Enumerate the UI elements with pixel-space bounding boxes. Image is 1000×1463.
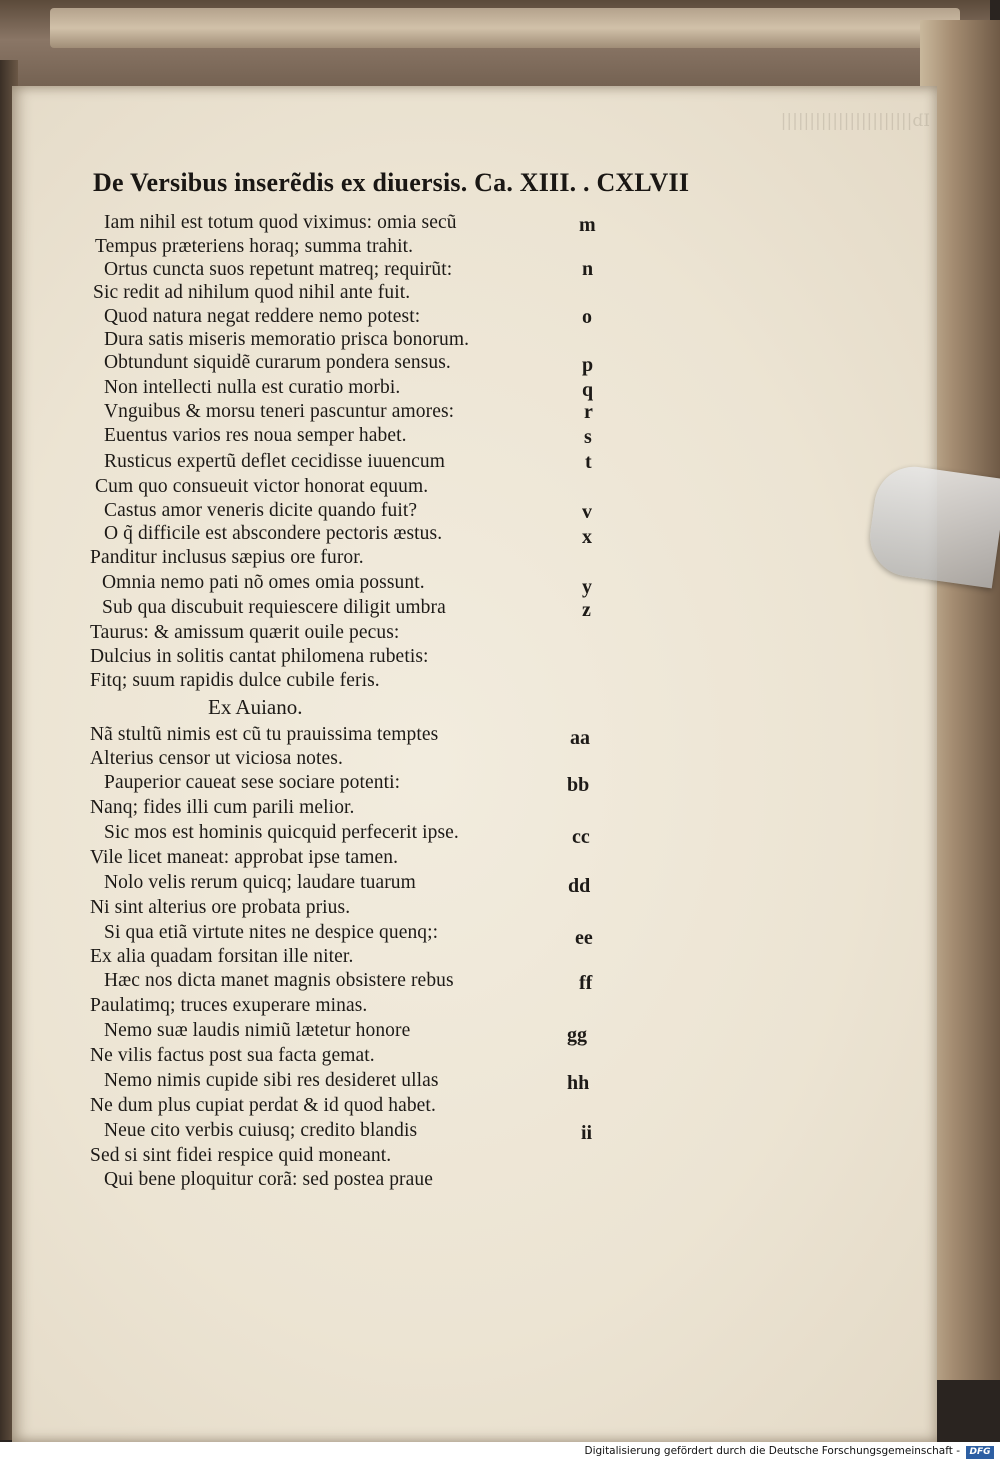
verse-line: Sic mos est hominis quicquid perfecerit ipse. bbox=[104, 822, 459, 843]
margin-marker: ii bbox=[581, 1122, 593, 1144]
verse-line: Non intellecti nulla est curatio morbi. bbox=[104, 377, 401, 398]
margin-marker: m bbox=[579, 214, 596, 236]
footer-credit: Digitalisierung gefördert durch die Deutsche Forschungsgemeinschaft - bbox=[584, 1445, 960, 1457]
bleed-through-text: Ib||||||||||||||||||||||| bbox=[780, 111, 930, 131]
verse-line: Sed si sint fidei respice quid moneant. bbox=[90, 1145, 392, 1166]
verse-line: Pauperior caueat sese sociare potenti: bbox=[104, 772, 401, 793]
margin-marker: hh bbox=[567, 1072, 590, 1094]
verse-line: Obtundunt siquidẽ curarum pondera sensus. bbox=[104, 352, 451, 373]
margin-marker: gg bbox=[567, 1024, 587, 1046]
footer-bar bbox=[0, 1442, 1000, 1463]
book-spine-top bbox=[50, 8, 960, 48]
margin-marker: p bbox=[582, 354, 594, 376]
margin-marker: dd bbox=[568, 875, 591, 897]
margin-marker: v bbox=[582, 501, 592, 523]
verse-line: Ni sint alterius ore probata prius. bbox=[90, 897, 351, 918]
verse-line: Castus amor veneris dicite quando fuit? bbox=[104, 500, 418, 521]
verse-line: Quod natura negat reddere nemo potest: bbox=[104, 306, 421, 327]
page-heading: De Versibus inserẽdis ex diuersis. Ca. XIII. . CXLVII bbox=[93, 168, 690, 197]
verse-line: Sic redit ad nihilum quod nihil ante fuit. bbox=[93, 282, 411, 303]
verse-line: Hæc nos dicta manet magnis obsistere rebus bbox=[104, 970, 454, 991]
verse-line: Taurus: & amissum quærit ouile pecus: bbox=[90, 622, 400, 643]
verse-line: Cum quo consueuit victor honorat equum. bbox=[95, 476, 429, 497]
margin-marker: aa bbox=[570, 727, 590, 749]
verse-line: Ex alia quadam forsitan ille niter. bbox=[90, 946, 354, 967]
verse-line: Si qua etiã virtute nites ne despice quenq;: bbox=[104, 922, 439, 943]
verse-line: Dura satis miseris memoratio prisca bonorum. bbox=[104, 329, 470, 350]
verse-line: Tempus præteriens horaq; summa trahit. bbox=[95, 236, 414, 257]
dfg-logo: DFG bbox=[966, 1446, 994, 1459]
verse-line: Paulatimq; truces exuperare minas. bbox=[90, 995, 368, 1016]
verse-line: Rusticus expertũ deflet cecidisse iuuencum bbox=[104, 451, 446, 472]
margin-marker: cc bbox=[572, 826, 590, 848]
section-heading-auiano: Ex Auiano. bbox=[208, 695, 303, 719]
verse-line: Vile licet maneat: approbat ipse tamen. bbox=[90, 847, 399, 868]
margin-marker: t bbox=[585, 451, 592, 473]
margin-marker: ff bbox=[579, 972, 593, 994]
verse-line: Nanq; fides illi cum parili melior. bbox=[90, 797, 355, 818]
verse-line: Nemo nimis cupide sibi res desideret ullas bbox=[104, 1070, 439, 1091]
verse-line: Nolo velis rerum quicq; laudare tuarum bbox=[104, 872, 416, 893]
verse-line: Dulcius in solitis cantat philomena rubetis: bbox=[90, 646, 429, 667]
verse-line: Sub qua discubuit requiescere diligit umbra bbox=[102, 597, 446, 618]
margin-marker: x bbox=[582, 526, 592, 548]
verse-line: Nã stultũ nimis est cũ tu prauissima temptes bbox=[90, 724, 439, 745]
margin-marker: q bbox=[582, 379, 594, 401]
verse-line: Panditur inclusus sæpius ore furor. bbox=[90, 547, 364, 568]
verse-line: Qui bene ploquitur corã: sed postea praue bbox=[104, 1169, 433, 1190]
verse-line: Omnia nemo pati nõ omes omia possunt. bbox=[102, 572, 425, 593]
margin-marker: n bbox=[582, 258, 594, 280]
verse-line: Ne vilis factus post sua facta gemat. bbox=[90, 1045, 375, 1066]
margin-marker: bb bbox=[567, 774, 590, 796]
verse-line: Ortus cuncta suos repetunt matreq; requirũt: bbox=[104, 259, 453, 280]
verse-line: Iam nihil est totum quod viximus: omia secũ bbox=[104, 212, 457, 233]
margin-marker: s bbox=[584, 426, 592, 448]
verse-line: Fitq; suum rapidis dulce cubile feris. bbox=[90, 670, 380, 691]
margin-marker: o bbox=[582, 306, 592, 328]
verse-line: Neue cito verbis cuiusq; credito blandis bbox=[104, 1120, 418, 1141]
margin-marker: z bbox=[582, 599, 591, 621]
verse-line: Vnguibus & morsu teneri pascuntur amores: bbox=[104, 401, 455, 422]
margin-marker: y bbox=[582, 576, 592, 598]
verse-line: Alterius censor ut viciosa notes. bbox=[90, 748, 343, 769]
verse-line: Nemo suæ laudis nimiũ lætetur honore bbox=[104, 1020, 411, 1041]
verse-line: O q̃ difficile est abscondere pectoris æstus. bbox=[104, 523, 443, 544]
verse-line: Euentus varios res noua semper habet. bbox=[104, 425, 407, 446]
verse-line: Ne dum plus cupiat perdat & id quod habet. bbox=[90, 1095, 436, 1116]
margin-marker: r bbox=[584, 401, 593, 423]
margin-marker: ee bbox=[575, 927, 593, 949]
